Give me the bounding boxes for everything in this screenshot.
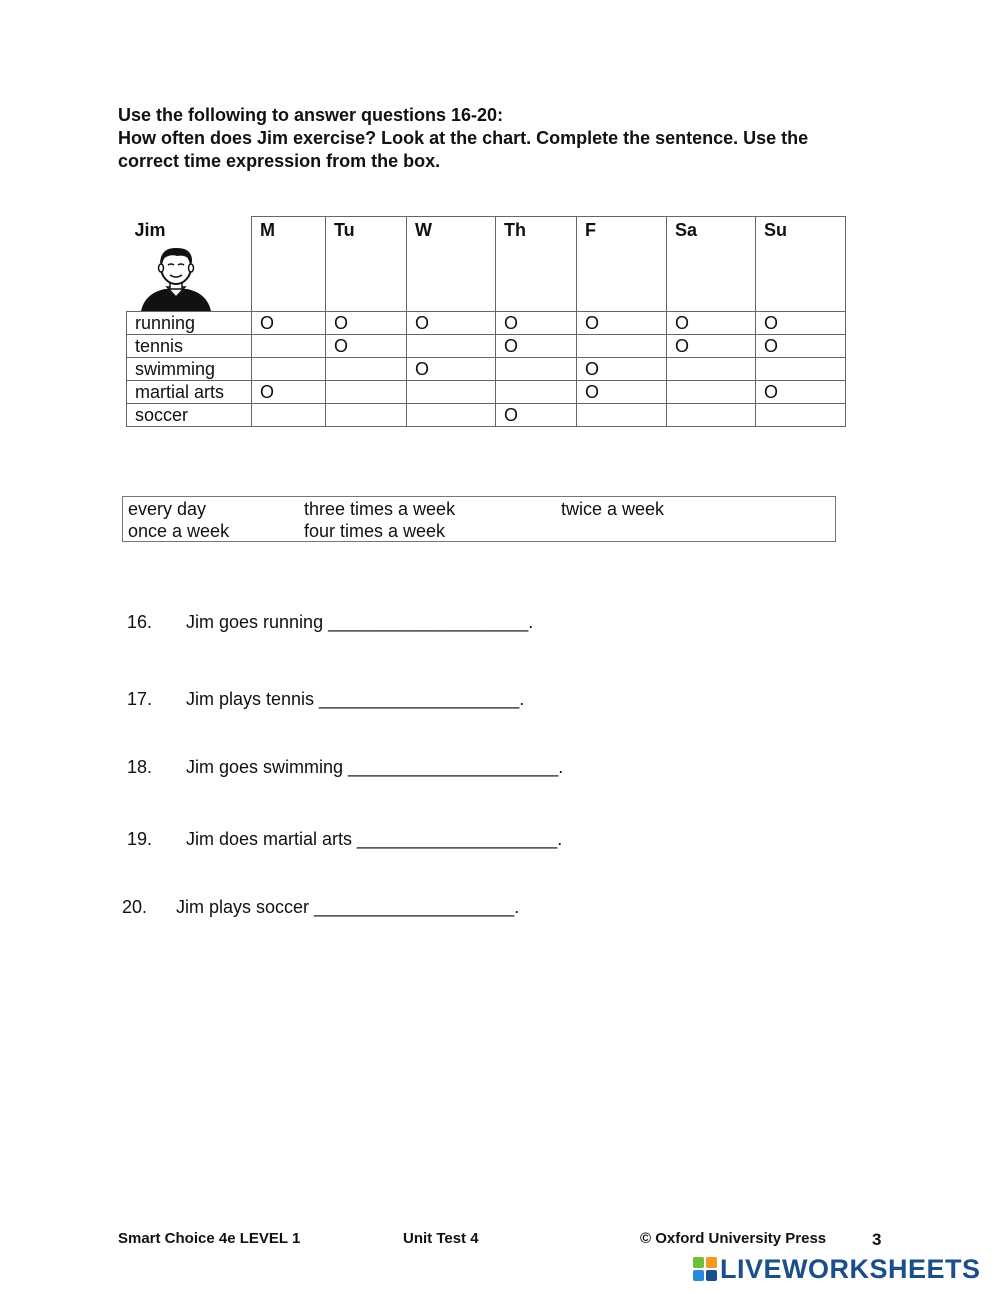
schedule-cell: O <box>252 381 326 404</box>
schedule-cell <box>577 335 667 358</box>
jim-avatar-icon <box>137 243 215 311</box>
schedule-row-martial-arts <box>127 381 846 404</box>
day-header-monday: M <box>252 217 326 312</box>
schedule-cell: O <box>577 312 667 335</box>
instructions <box>118 104 898 173</box>
question-text[interactable]: Jim does martial arts ____________________. <box>186 829 563 849</box>
schedule-cell <box>252 335 326 358</box>
schedule-cell: O <box>756 381 846 404</box>
question-number: 17. <box>127 689 153 709</box>
question-number: 19. <box>127 829 153 849</box>
question-text[interactable]: Jim goes running ____________________. <box>186 612 534 632</box>
activity-label: swimming <box>127 358 252 381</box>
instructions-line-3: correct time expression from the box. <box>118 151 441 171</box>
schedule-cell <box>326 404 407 427</box>
page-number: 3 <box>872 1230 882 1249</box>
schedule-cell <box>667 404 756 427</box>
schedule-cell <box>407 381 496 404</box>
schedule-cell <box>496 381 577 404</box>
person-name: Jim <box>134 219 166 240</box>
schedule-cell: O <box>577 358 667 381</box>
liveworksheets-wordmark: LIVEWORKSHEETS <box>720 1253 981 1284</box>
day-header-friday: F <box>577 217 667 312</box>
word-once-a-week: once a week <box>128 521 230 541</box>
schedule-cell <box>252 358 326 381</box>
schedule-cell <box>496 358 577 381</box>
schedule-cell <box>252 404 326 427</box>
question-number: 20. <box>122 897 148 917</box>
question-number: 18. <box>127 757 153 777</box>
liveworksheets-logo-icon <box>692 1256 718 1282</box>
schedule-cell <box>577 404 667 427</box>
word-twice-a-week: twice a week <box>561 499 665 519</box>
word-three-times-a-week: three times a week <box>304 499 456 519</box>
word-four-times-a-week: four times a week <box>304 521 446 541</box>
schedule-cell: O <box>407 358 496 381</box>
schedule-cell <box>407 335 496 358</box>
schedule-cell: O <box>667 335 756 358</box>
schedule-row-running <box>127 312 846 335</box>
person-header <box>127 217 252 312</box>
schedule-cell <box>326 381 407 404</box>
schedule-cell: O <box>496 335 577 358</box>
activity-label: running <box>127 312 252 335</box>
schedule-row-soccer <box>127 404 846 427</box>
schedule-cell <box>667 358 756 381</box>
footer-test: Unit Test 4 <box>403 1230 479 1247</box>
day-header-wednesday: W <box>407 217 496 312</box>
schedule-cell: O <box>756 312 846 335</box>
schedule-cell: O <box>326 312 407 335</box>
question-text[interactable]: Jim plays tennis ____________________. <box>186 689 525 709</box>
schedule-cell: O <box>407 312 496 335</box>
schedule-cell: O <box>326 335 407 358</box>
schedule-header-row <box>127 217 846 312</box>
question-text[interactable]: Jim goes swimming _____________________. <box>186 757 564 777</box>
instructions-line-1: Use the following to answer questions 16-20: <box>118 105 504 125</box>
schedule-cell <box>326 358 407 381</box>
liveworksheets-brand[interactable] <box>692 1254 981 1284</box>
question-text[interactable]: Jim plays soccer ____________________. <box>176 897 520 917</box>
day-header-tuesday: Tu <box>326 217 407 312</box>
schedule-cell: O <box>496 404 577 427</box>
activity-label: martial arts <box>127 381 252 404</box>
word-every-day: every day <box>128 499 207 519</box>
activity-label: soccer <box>127 404 252 427</box>
schedule-cell: O <box>496 312 577 335</box>
time-expression-box <box>122 496 836 542</box>
schedule-cell <box>407 404 496 427</box>
schedule-cell: O <box>252 312 326 335</box>
schedule-cell: O <box>667 312 756 335</box>
schedule-cell <box>756 404 846 427</box>
day-header-saturday: Sa <box>667 217 756 312</box>
activity-label: tennis <box>127 335 252 358</box>
footer-course: Smart Choice 4e LEVEL 1 <box>118 1230 301 1247</box>
schedule-cell <box>667 381 756 404</box>
schedule-row-swimming <box>127 358 846 381</box>
exercise-schedule-table <box>126 216 846 427</box>
schedule-cell: O <box>756 335 846 358</box>
instructions-line-2: How often does Jim exercise? Look at the chart. Complete the sentence. Use the <box>118 128 809 148</box>
day-header-thursday: Th <box>496 217 577 312</box>
day-header-sunday: Su <box>756 217 846 312</box>
schedule-cell: O <box>577 381 667 404</box>
question-number: 16. <box>127 612 153 632</box>
schedule-row-tennis <box>127 335 846 358</box>
footer-copyright: © Oxford University Press <box>640 1230 827 1247</box>
schedule-cell <box>756 358 846 381</box>
